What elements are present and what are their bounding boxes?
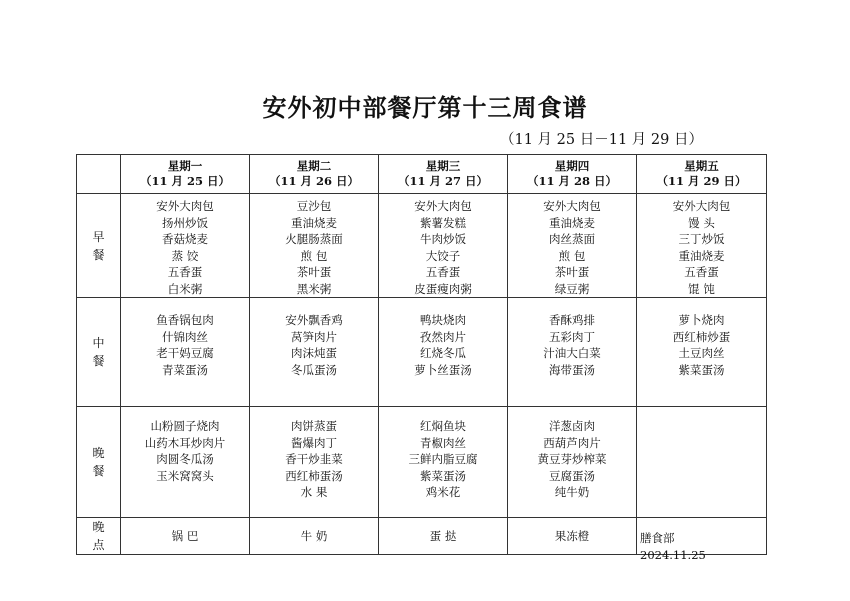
dish-item: 蛋 挞 xyxy=(429,528,457,543)
dish-item: 锅 巴 xyxy=(171,528,199,543)
meal-label-char: 晚 xyxy=(92,446,105,460)
dish-item: 黄豆芽炒榨菜 xyxy=(537,452,607,466)
meal-label xyxy=(77,518,121,555)
day-name: 星期三 xyxy=(425,159,461,173)
dish-item: 重油烧麦 xyxy=(678,248,725,263)
lunch-row xyxy=(77,298,767,407)
dish-item: 牛 奶 xyxy=(300,528,328,543)
dish-item: 白米粥 xyxy=(167,281,203,296)
meal-label-char: 点 xyxy=(92,538,105,552)
dish-item: 蒸 饺 xyxy=(171,248,199,263)
dish-item: 豆沙包 xyxy=(296,199,332,213)
menu-table xyxy=(76,154,767,555)
dish-item: 孜然肉片 xyxy=(420,329,466,344)
menu-cell xyxy=(637,298,767,407)
dish-item: 鱼香锅包肉 xyxy=(156,313,214,327)
dish-item: 煎 包 xyxy=(300,248,328,263)
dish-item: 五香蛋 xyxy=(425,265,461,279)
day-name: 星期四 xyxy=(554,159,590,173)
menu-cell xyxy=(508,298,637,407)
footer-date: 2024.11.25 xyxy=(640,548,706,562)
corner-cell xyxy=(77,155,121,194)
dish-item: 洋葱卤肉 xyxy=(549,419,595,433)
dish-item: 紫薯发糕 xyxy=(420,215,466,230)
meal-label-char: 餐 xyxy=(92,247,105,262)
dish-item: 茶叶蛋 xyxy=(296,265,332,279)
dish-item: 安外大肉包 xyxy=(414,199,472,213)
dish-item: 萝卜丝蛋汤 xyxy=(414,362,472,377)
menu-cell xyxy=(121,298,250,407)
meal-label xyxy=(77,194,121,298)
meal-label xyxy=(77,407,121,518)
dish-item: 鸡米花 xyxy=(425,485,461,499)
dish-item: 馒 头 xyxy=(688,215,715,230)
dish-item: 皮蛋瘦肉粥 xyxy=(414,281,472,296)
day-name: 星期一 xyxy=(167,159,203,173)
dish-item: 馄 饨 xyxy=(688,281,715,296)
menu-cell xyxy=(379,407,508,518)
dish-item: 萝卜烧肉 xyxy=(678,313,725,327)
dish-item: 什锦肉丝 xyxy=(162,329,208,344)
dish-item: 西红柿炒蛋 xyxy=(672,329,731,344)
dish-item: 香酥鸡排 xyxy=(549,313,595,327)
day-header xyxy=(508,155,637,194)
dish-item: 火腿肠蒸面 xyxy=(285,232,343,246)
dish-item: 煎 包 xyxy=(558,248,586,263)
dish-item: 五彩肉丁 xyxy=(549,329,595,344)
dish-item: 肉圆冬瓜汤 xyxy=(156,452,214,466)
dish-item: 玉米窝窝头 xyxy=(156,468,214,483)
dish-item: 豆腐蛋汤 xyxy=(549,468,595,483)
dish-item: 安外飘香鸡 xyxy=(285,313,343,327)
dish-item: 三鲜内脂豆腐 xyxy=(408,452,478,466)
dish-item: 莴笋肉片 xyxy=(291,329,337,344)
dinner-row xyxy=(77,407,767,518)
dish-item: 冬瓜蛋汤 xyxy=(291,362,337,377)
header-row xyxy=(77,155,767,194)
day-header xyxy=(637,155,767,194)
dish-item: 三丁炒饭 xyxy=(678,232,725,246)
menu-cell xyxy=(637,407,767,518)
meal-label-char: 早 xyxy=(92,229,105,244)
dish-item: 肉饼蒸蛋 xyxy=(291,419,337,433)
dish-item: 山粉圆子烧肉 xyxy=(150,419,220,433)
dish-item: 青菜蛋汤 xyxy=(162,362,208,377)
day-date: （11 月 26 日） xyxy=(268,174,360,188)
dish-item: 肉沫炖蛋 xyxy=(291,346,337,360)
day-header xyxy=(379,155,508,194)
menu-cell xyxy=(121,407,250,518)
dish-item: 安外大肉包 xyxy=(672,199,731,213)
dish-item: 紫菜蛋汤 xyxy=(420,468,466,483)
day-date: （11 月 29 日） xyxy=(656,174,747,188)
dish-item: 水 果 xyxy=(300,485,328,499)
dish-item: 黑米粥 xyxy=(296,281,332,296)
menu-cell xyxy=(121,518,250,555)
dish-item: 香菇烧麦 xyxy=(162,232,208,246)
dish-item: 山药木耳炒肉片 xyxy=(144,435,226,450)
dish-item: 红烧冬瓜 xyxy=(420,346,466,360)
dish-item: 鸭块烧肉 xyxy=(420,313,466,327)
dish-item: 牛肉炒饭 xyxy=(420,232,466,246)
menu-cell xyxy=(121,194,250,298)
dish-item: 老干妈豆腐 xyxy=(156,346,214,360)
footer-department: 膳食部 xyxy=(640,531,675,545)
menu-cell xyxy=(379,194,508,298)
dish-item: 西红柿蛋汤 xyxy=(285,468,343,483)
dish-item: 重油烧麦 xyxy=(549,215,595,230)
page-title: 安外初中部餐厅第十三周食谱 xyxy=(262,94,588,122)
dish-item: 重油烧麦 xyxy=(291,215,337,230)
day-name: 星期五 xyxy=(684,159,719,173)
dish-item: 五香蛋 xyxy=(167,265,203,279)
dish-item: 土豆肉丝 xyxy=(678,346,725,360)
dish-item: 香干炒韭菜 xyxy=(285,452,343,466)
day-header xyxy=(121,155,250,194)
day-header xyxy=(250,155,379,194)
dish-item: 海带蛋汤 xyxy=(549,362,595,377)
meal-label-char: 晚 xyxy=(92,520,105,534)
day-date: （11 月 28 日） xyxy=(526,174,618,188)
meal-label-char: 餐 xyxy=(92,354,105,368)
meal-label-char: 中 xyxy=(92,336,105,350)
day-name: 星期二 xyxy=(296,159,332,173)
dish-item: 茶叶蛋 xyxy=(554,265,590,279)
breakfast-row xyxy=(77,194,767,298)
dish-item: 安外大肉包 xyxy=(543,199,601,213)
dish-item: 紫菜蛋汤 xyxy=(678,362,725,377)
menu-cell xyxy=(379,298,508,407)
dish-item: 红焖鱼块 xyxy=(420,419,466,433)
menu-cell xyxy=(250,298,379,407)
menu-cell xyxy=(637,194,767,298)
meal-label xyxy=(77,298,121,407)
menu-cell xyxy=(508,194,637,298)
dish-item: 果冻橙 xyxy=(554,528,590,543)
menu-cell xyxy=(250,407,379,518)
menu-cell xyxy=(508,407,637,518)
dish-item: 大饺子 xyxy=(425,248,461,263)
dish-item: 纯牛奶 xyxy=(554,485,590,499)
dish-item: 肉丝蒸面 xyxy=(549,232,595,246)
dish-item: 五香蛋 xyxy=(684,265,719,279)
dish-item: 绿豆粥 xyxy=(554,281,590,296)
meal-label-char: 餐 xyxy=(92,464,105,478)
dish-item: 酱爆肉丁 xyxy=(291,435,337,450)
day-date: （11 月 25 日） xyxy=(139,174,231,188)
menu-cell xyxy=(250,194,379,298)
dish-item: 汁油大白菜 xyxy=(543,346,601,360)
dish-item: 安外大肉包 xyxy=(156,199,214,213)
dish-item: 西葫芦肉片 xyxy=(543,435,601,450)
dish-item: 扬州炒饭 xyxy=(162,215,208,230)
menu-cell xyxy=(379,518,508,555)
week-date-range: （11 月 25 日－11 月 29 日） xyxy=(500,132,703,148)
day-date: （11 月 27 日） xyxy=(397,174,489,188)
dish-item: 青椒肉丝 xyxy=(420,435,466,450)
menu-cell xyxy=(508,518,637,555)
menu-cell xyxy=(250,518,379,555)
